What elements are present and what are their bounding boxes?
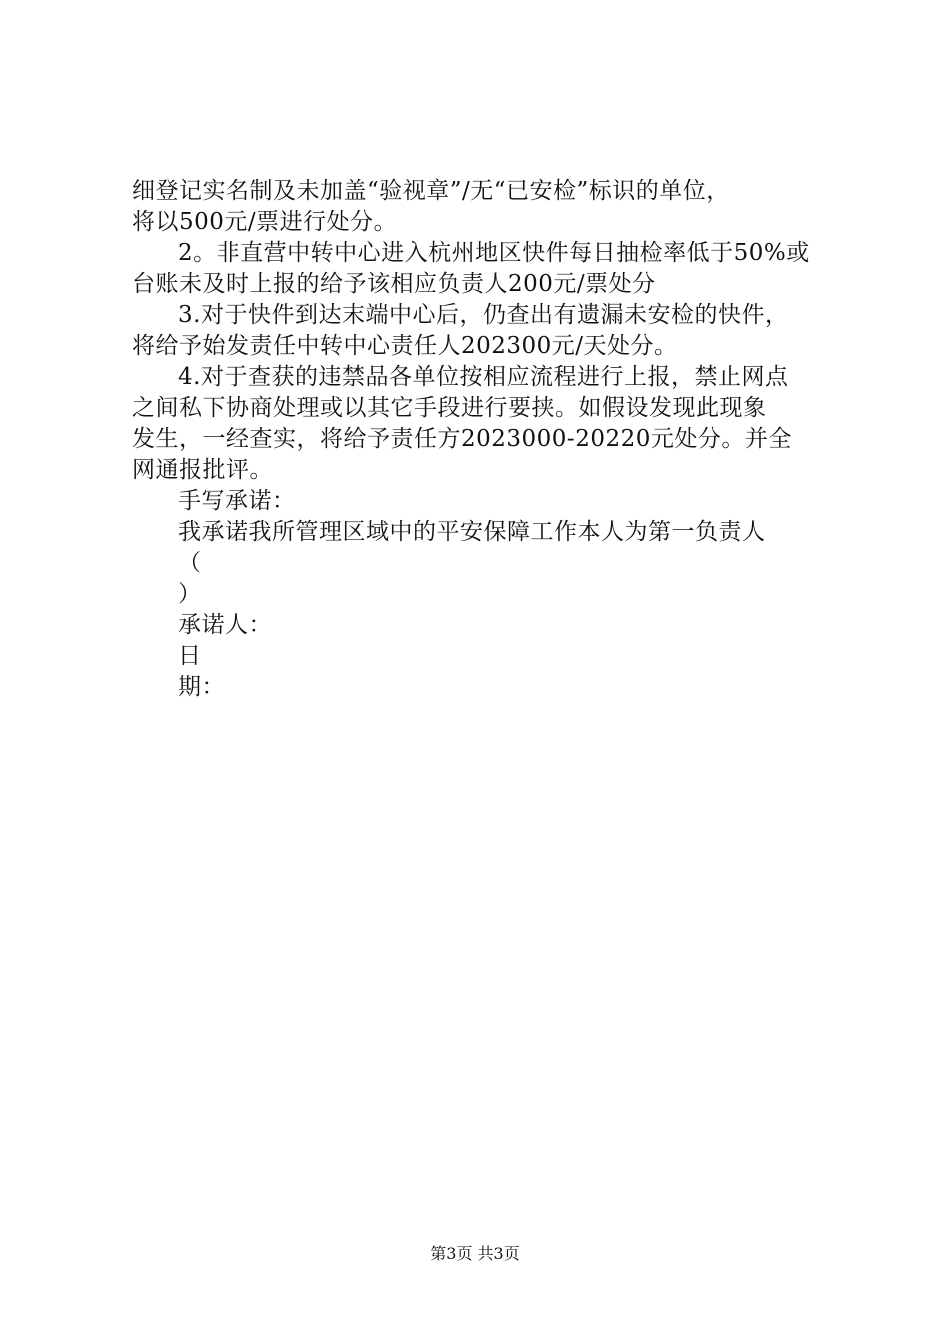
open-paren: （ xyxy=(178,550,202,576)
text-line: 之间私下协商处理或以其它手段进行要挟。如假设发现此现象 xyxy=(132,395,767,421)
commitment-heading: 手写承诺： xyxy=(178,488,296,514)
commitment-statement: 我承诺我所管理区域中的平安保障工作本人为第一负责人 xyxy=(178,519,766,545)
text-line: 3.对于快件到达末端中心后，仍查出有遗漏未安检的快件， xyxy=(178,302,789,328)
document-body xyxy=(132,176,832,703)
text-line: 4.对于查获的违禁品各单位按相应流程进行上报，禁止网点 xyxy=(178,364,789,390)
text-line: 2。非直营中转中心进入杭州地区快件每日抽检率低于50%或 xyxy=(178,240,810,266)
text-line: 将给予始发责任中转中心责任人202300元/天处分。 xyxy=(132,333,678,359)
signatory-label: 承诺人： xyxy=(178,612,272,638)
text-line: 网通报批评。 xyxy=(132,457,273,483)
date-label-part2: 期： xyxy=(178,674,225,700)
close-paren: ） xyxy=(178,581,202,607)
date-label-part1: 日 xyxy=(178,643,202,669)
page-number-footer: 第3页 共3页 xyxy=(430,1244,520,1263)
text-line: 台账未及时上报的给予该相应负责人200元/票处分 xyxy=(132,271,656,297)
text-line: 将以500元/票进行处分。 xyxy=(132,209,398,235)
text-line: 发生，一经查实，将给予责任方2023000-20220元处分。并全 xyxy=(132,426,792,452)
text-line: 细登记实名制及未加盖“验视章”/无“已安检”标识的单位， xyxy=(132,178,730,204)
